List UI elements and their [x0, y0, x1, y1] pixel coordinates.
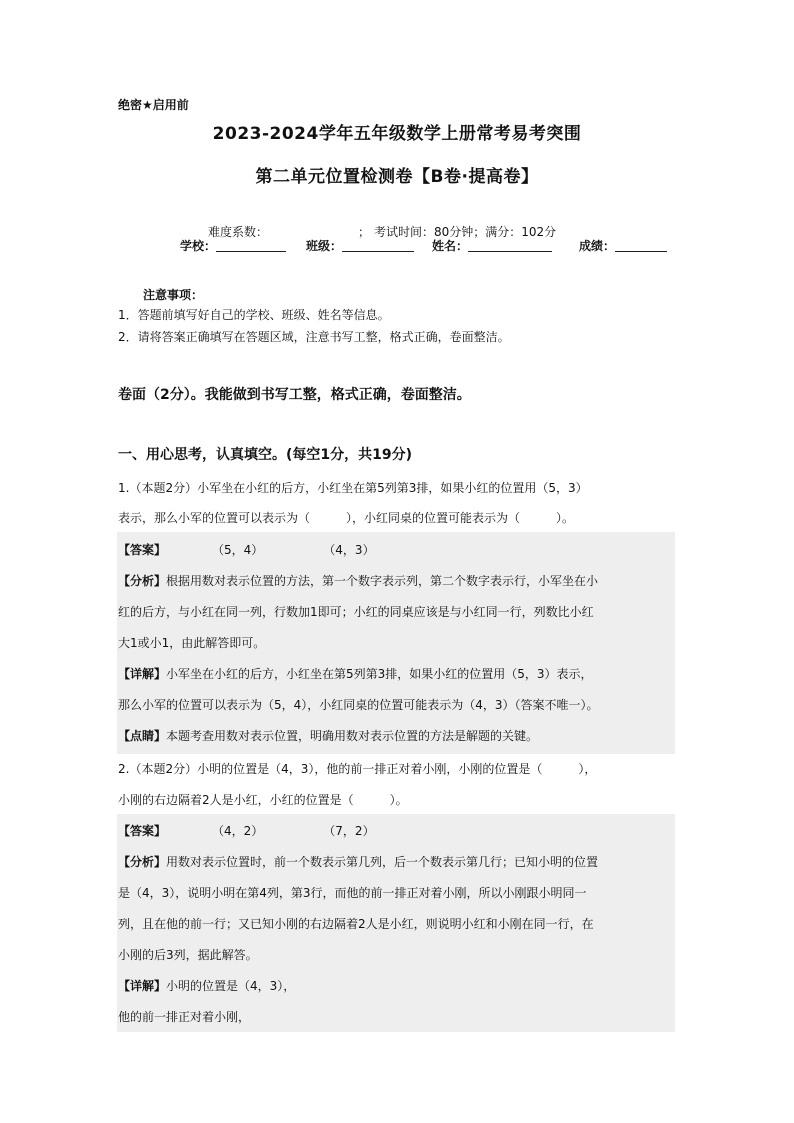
q2-analysis-tag: 【分析】	[118, 855, 167, 869]
q2-answer-b: （7，2）	[323, 824, 375, 838]
q2-line-1: 2.（本题2分）小明的位置是（4，3），他的前一排正对着小刚，小刚的位置是（ ），	[118, 762, 597, 776]
q1-point-text: 本题考查用数对表示位置，明确用数对表示位置的方法是解题的关键。	[166, 729, 539, 743]
notes-title: 注意事项：	[143, 288, 204, 302]
q2-analysis-text-1: 用数对表示位置时，前一个数表示第几列，后一个数表示第几行；已知小明的位置	[166, 855, 599, 869]
meta-separator: ；	[358, 225, 371, 239]
name-blank[interactable]	[468, 237, 552, 252]
q2-detail-tag: 【详解】	[118, 979, 167, 993]
school-label: 学校：	[180, 239, 217, 253]
q2-analysis-1	[118, 853, 598, 870]
q1-detail-1	[118, 665, 593, 682]
q1-detail-tag: 【详解】	[118, 667, 167, 681]
neatness-statement: 卷面（2分）。我能做到书写工整，格式正确，卷面整洁。	[118, 387, 471, 403]
q1-answer	[118, 541, 375, 558]
q2-analysis-3: 列，且在他的前一行；又已知小刚的右边隔着2人是小红，则说明小红和小刚在同一行，在	[118, 917, 594, 931]
class-blank[interactable]	[342, 237, 414, 252]
q2-analysis-4: 小刚的后3列，据此解答。	[118, 948, 258, 962]
q1-line-2: 表示，那么小军的位置可以表示为（ ），小红同桌的位置可能表示为（ ）。	[118, 511, 575, 525]
q2-detail-1	[118, 977, 295, 994]
q1-answer-a: （5，4）	[212, 543, 264, 557]
school-field	[180, 237, 286, 254]
q2-answer-tag: 【答案】	[118, 824, 167, 838]
class-field	[306, 237, 414, 254]
name-label: 姓名：	[432, 239, 469, 253]
q1-analysis-text-1: 根据用数对表示位置的方法，第一个数字表示列，第二个数字表示行，小军坐在小	[166, 574, 599, 588]
class-label: 班级：	[306, 239, 343, 253]
score-label: 成绩：	[579, 239, 616, 253]
q1-analysis-2: 红的后方，与小红在同一列，行数加1即可；小红的同桌应该是与小红同一行，列数比小红	[118, 605, 594, 619]
school-blank[interactable]	[216, 237, 286, 252]
q1-point-tag: 【点睛】	[118, 729, 167, 743]
q2-detail-text-1: 小明的位置是（4，3），	[166, 979, 296, 993]
q1-answer-b: （4，3）	[323, 543, 375, 557]
q1-line-1: 1.（本题2分）小军坐在小红的后方，小红坐在第5列第3排，如果小红的位置用（5，3）	[118, 481, 588, 495]
q2-analysis-2: 是（4，3），说明小明在第4列，第3行，而他的前一排正对着小刚，所以小刚跟小明同一	[118, 886, 587, 900]
exam-title: 2023-2024学年五年级数学上册常考易考突围	[212, 124, 582, 144]
time-and-score: 考试时间：80分钟；满分：102分	[374, 225, 557, 239]
q1-point	[118, 727, 538, 744]
note-item-1: 1．答题前填写好自己的学校、班级、姓名等信息。	[118, 308, 390, 322]
q2-answer	[118, 822, 375, 839]
difficulty-label: 难度系数：	[208, 225, 269, 239]
q1-detail-text-1: 小军坐在小红的后方，小红坐在第5列第3排，如果小红的位置用（5，3）表示，	[166, 667, 593, 681]
exam-subtitle: 第二单元位置检测卷【B卷·提高卷】	[255, 167, 539, 187]
q2-detail-2: 他的前一排正对着小刚，	[118, 1010, 251, 1024]
q1-analysis-1	[118, 572, 598, 589]
name-field	[432, 237, 552, 254]
note-item-2: 2．请将答案正确填写在答题区域，注意书写工整，格式正确，卷面整洁。	[118, 330, 510, 344]
secret-mark: 绝密★启用前	[118, 98, 189, 112]
q2-answer-a: （4，2）	[212, 824, 264, 838]
score-field	[579, 237, 667, 254]
q1-analysis-tag: 【分析】	[118, 574, 167, 588]
score-blank[interactable]	[615, 237, 667, 252]
section-heading: 一、用心思考，认真填空。(每空1分，共19分)	[118, 447, 413, 463]
q2-line-2: 小刚的右边隔着2人是小红，小红的位置是（ ）。	[118, 793, 408, 807]
q1-answer-tag: 【答案】	[118, 543, 167, 557]
q1-detail-2: 那么小军的位置可以表示为（5，4），小红同桌的位置可能表示为（4，3）（答案不唯一）。	[118, 698, 599, 712]
q1-analysis-3: 大1或小1，由此解答即可。	[118, 636, 266, 650]
